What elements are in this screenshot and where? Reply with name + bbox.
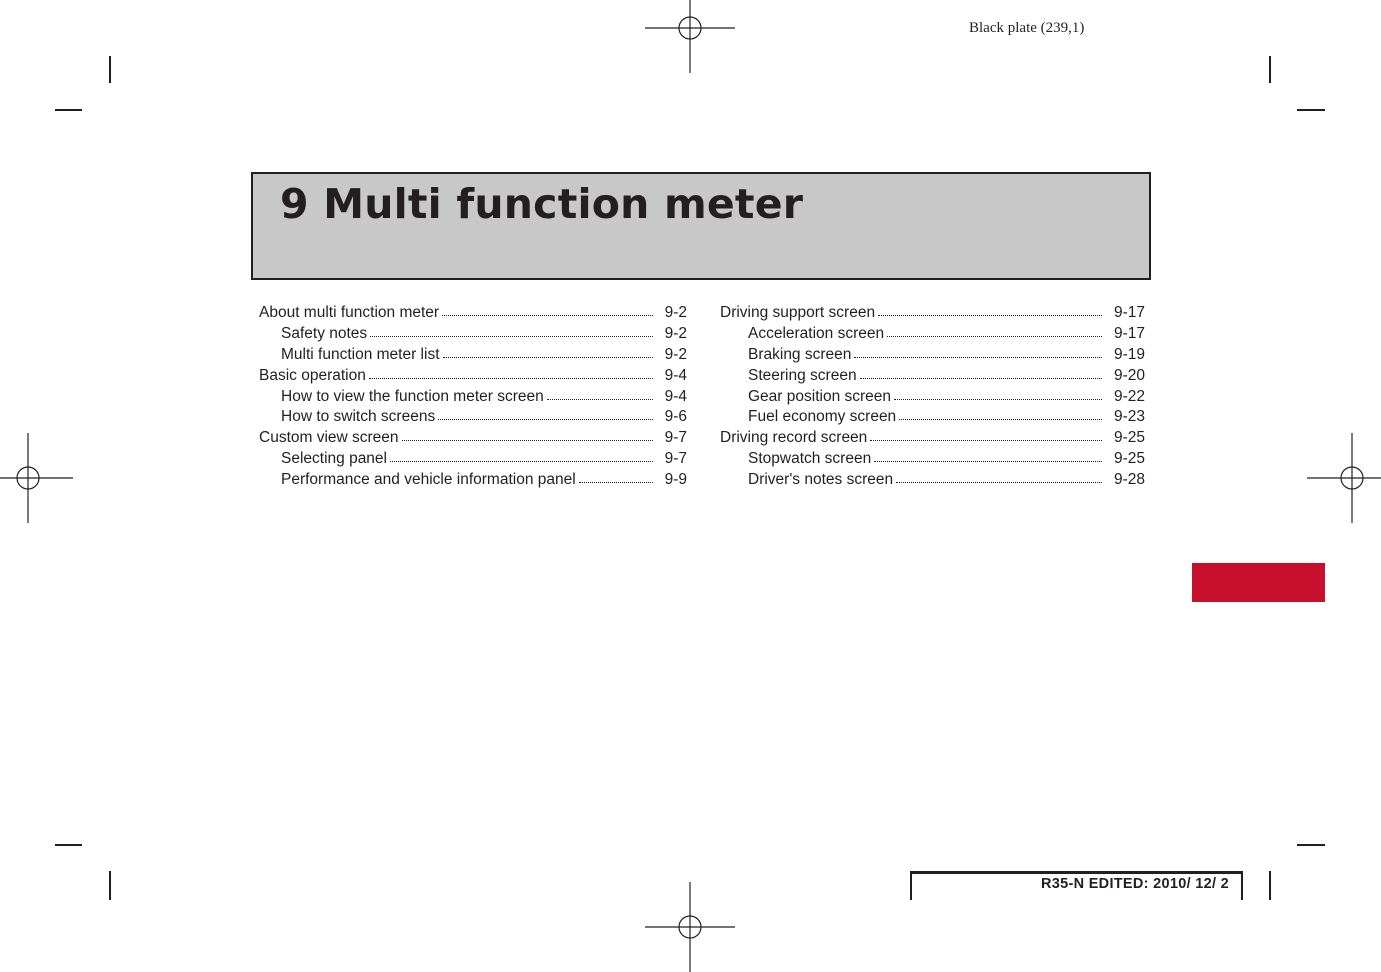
toc-entry-page: 9-9: [664, 471, 687, 489]
toc-leader-dots: [894, 397, 1102, 400]
toc-entry[interactable]: [259, 388, 687, 409]
toc-entry-page: 9-4: [664, 387, 687, 405]
crop-mark-top-right-horizontal: [1297, 109, 1325, 111]
toc-entry[interactable]: [720, 450, 1145, 471]
toc-entry-title: Braking screen: [748, 345, 852, 363]
toc-leader-dots: [390, 459, 653, 462]
toc-entry[interactable]: [720, 367, 1145, 388]
toc-leader-dots: [896, 480, 1102, 483]
toc-entry-page: 9-25: [1113, 429, 1145, 447]
toc-entry-title: Acceleration screen: [748, 324, 885, 342]
toc-entry-page: 9-4: [664, 366, 687, 384]
toc-entry-title: Multi function meter list: [281, 345, 440, 363]
toc-left-column: [259, 304, 687, 492]
toc-entry[interactable]: [720, 388, 1145, 409]
toc-entry[interactable]: [720, 429, 1145, 450]
toc-entry-page: 9-2: [664, 345, 687, 363]
toc-entry[interactable]: [259, 367, 687, 388]
toc-entry-title: Basic operation: [259, 366, 366, 384]
toc-entry-page: 9-2: [664, 324, 687, 342]
toc-entry-title: Performance and vehicle information panel: [281, 471, 576, 489]
toc-leader-dots: [854, 355, 1102, 358]
toc-entry-title: Steering screen: [748, 366, 857, 384]
toc-entry[interactable]: [259, 346, 687, 367]
toc-entry-title: Selecting panel: [281, 450, 387, 468]
toc-entry[interactable]: [720, 471, 1145, 492]
chapter-header: [251, 172, 1151, 280]
toc-entry-title: Fuel economy screen: [748, 408, 897, 426]
crop-mark-bottom-left-vertical: [109, 871, 111, 900]
toc-leader-dots: [369, 376, 653, 379]
toc-entry[interactable]: [259, 450, 687, 471]
crop-mark-bottom-right-horizontal: [1297, 844, 1325, 846]
toc-entry-title: Stopwatch screen: [748, 450, 872, 468]
toc-leader-dots: [887, 334, 1102, 337]
toc-entry-page: 9-17: [1113, 324, 1145, 342]
toc-entry-title: How to switch screens: [281, 408, 436, 426]
toc-entry-page: 9-22: [1113, 387, 1145, 405]
toc-leader-dots: [860, 376, 1102, 379]
toc-entry[interactable]: [720, 325, 1145, 346]
toc-entry-title: Gear position screen: [748, 387, 892, 405]
toc-entry[interactable]: [259, 408, 687, 429]
toc-leader-dots: [870, 438, 1102, 441]
footer-edit-box: [910, 871, 1243, 900]
toc-entry-page: 9-6: [664, 408, 687, 426]
toc-leader-dots: [874, 459, 1102, 462]
crop-mark-top-left-vertical: [109, 56, 111, 83]
toc-entry-title: Driving support screen: [720, 304, 876, 321]
toc-entry-page: 9-25: [1113, 450, 1145, 468]
chapter-title: 9 Multi function meter: [280, 180, 804, 228]
toc-entry-title: About multi function meter: [259, 304, 440, 321]
toc-entry-title: Driver's notes screen: [748, 471, 894, 489]
toc-entry-title: Custom view screen: [259, 429, 399, 447]
toc-entry-page: 9-2: [664, 304, 687, 321]
toc-entry-page: 9-17: [1113, 304, 1145, 321]
toc-leader-dots: [370, 334, 653, 337]
toc-entry[interactable]: [259, 429, 687, 450]
toc-entry-page: 9-19: [1113, 345, 1145, 363]
toc-entry[interactable]: [259, 325, 687, 346]
toc-leader-dots: [438, 417, 653, 420]
crop-mark-bottom-right-vertical: [1269, 871, 1271, 900]
toc-entry-page: 9-7: [664, 429, 687, 447]
toc-entry[interactable]: [720, 304, 1145, 325]
toc-entry-page: 9-7: [664, 450, 687, 468]
toc-right-column: [720, 304, 1145, 492]
crop-mark-top-right-vertical: [1269, 56, 1271, 83]
crop-mark-bottom-left-horizontal: [55, 844, 82, 846]
toc-entry-page: 9-23: [1113, 408, 1145, 426]
toc-leader-dots: [402, 438, 653, 441]
toc-entry-page: 9-20: [1113, 366, 1145, 384]
footer-edit-label: R35-N EDITED: 2010/ 12/ 2: [1040, 876, 1229, 892]
registration-mark-top-icon: [645, 0, 735, 73]
toc-leader-dots: [443, 355, 654, 358]
registration-mark-bottom-icon: [645, 882, 735, 972]
chapter-thumb-tab: [1192, 563, 1325, 602]
toc-entry-title: Driving record screen: [720, 429, 868, 447]
crop-mark-top-left-horizontal: [55, 109, 82, 111]
toc-entry-title: Safety notes: [281, 324, 368, 342]
plate-label: Black plate (239,1): [969, 20, 1085, 36]
toc-entry[interactable]: [259, 304, 687, 325]
toc-leader-dots: [442, 313, 653, 316]
toc-entry[interactable]: [259, 471, 687, 492]
registration-mark-left-icon: [0, 433, 73, 523]
toc-entry-page: 9-28: [1113, 471, 1145, 489]
toc-leader-dots: [547, 397, 653, 400]
registration-mark-right-icon: [1307, 433, 1381, 523]
toc-leader-dots: [579, 480, 653, 483]
toc-entry[interactable]: [720, 346, 1145, 367]
toc-leader-dots: [878, 313, 1102, 316]
toc-leader-dots: [899, 417, 1102, 420]
toc-entry[interactable]: [720, 408, 1145, 429]
toc-entry-title: How to view the function meter screen: [281, 387, 544, 405]
